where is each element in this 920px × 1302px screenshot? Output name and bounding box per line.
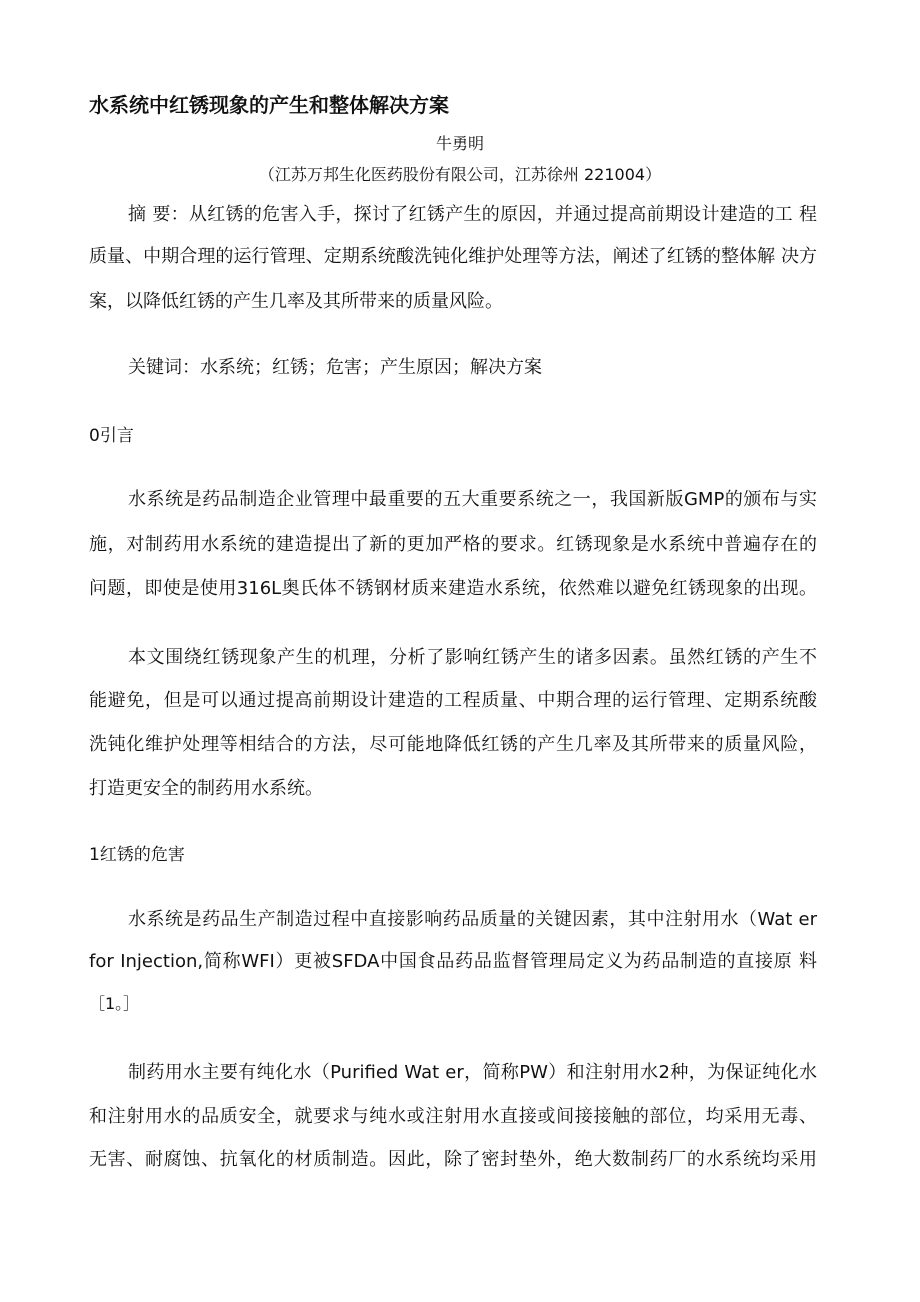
affiliation: （江苏万邦生化医药股份有限公司，江苏徐州 221004） bbox=[258, 165, 662, 184]
paragraph-line: 水系统是药品生产制造过程中直接影响药品质量的关键因素，其中注射用水（Wat er bbox=[128, 909, 817, 930]
section-heading: 0引言 bbox=[89, 426, 134, 446]
paragraph-line: 无害、耐腐蚀、抗氧化的材质制造。因此，除了密封垫外，绝大数制药厂的水系统均采用 bbox=[89, 1149, 817, 1170]
paragraph-line: 制药用水主要有纯化水（Purified Wat er，简称PW）和注射用水2种，为保证纯化水 bbox=[128, 1062, 817, 1083]
abstract-line: 案，以降低红锈的产生几率及其所带来的质量风险。 bbox=[89, 291, 503, 312]
paragraph-line: for Injection,简称WFI）更被SFDA中国食品药品监督管理局定义为药品制造的直接原 料 bbox=[89, 951, 817, 972]
paragraph-line: 问题，即使是使用316L奥氏体不锈钢材质来建造水系统，依然难以避免红锈现象的出现。 bbox=[89, 578, 817, 599]
document-title: 水系统中红锈现象的产生和整体解决方案 bbox=[89, 93, 449, 117]
paragraph-line: 打造更安全的制药用水系统。 bbox=[89, 778, 323, 799]
abstract-line: 摘 要：从红锈的危害入手，探讨了红锈产生的原因，并通过提高前期设计建造的工 程 bbox=[128, 204, 817, 225]
paragraph-line: 水系统是药品制造企业管理中最重要的五大重要系统之一，我国新版GMP的颁布与实 bbox=[128, 489, 817, 510]
paragraph-line: 施，对制药用水系统的建造提出了新的更加严格的要求。红锈现象是水系统中普遍存在的 bbox=[89, 534, 817, 555]
paragraph-line: 和注射用水的品质安全，就要求与纯水或注射用水直接或间接接触的部位，均采用无毒、 bbox=[89, 1106, 817, 1127]
citation: ［1。］ bbox=[89, 994, 140, 1013]
paragraph-line: 洗钝化维护处理等相结合的方法，尽可能地降低红锈的产生几率及其所带来的质量风险， bbox=[89, 734, 817, 755]
paragraph-line: 本文围绕红锈现象产生的机理，分析了影响红锈产生的诸多因素。虽然红锈的产生不 bbox=[128, 647, 817, 668]
author: 牛勇明 bbox=[435, 134, 484, 153]
paragraph-line: 能避免，但是可以通过提高前期设计建造的工程质量、中期合理的运行管理、定期系统酸 bbox=[89, 690, 817, 711]
abstract-line: 质量、中期合理的运行管理、定期系统酸洗钝化维护处理等方法，阐述了红锈的整体解 决方 bbox=[89, 246, 817, 267]
keywords: 关键词：水系统；红锈；危害；产生原因；解决方案 bbox=[128, 357, 542, 378]
section-heading: 1红锈的危害 bbox=[89, 845, 185, 865]
